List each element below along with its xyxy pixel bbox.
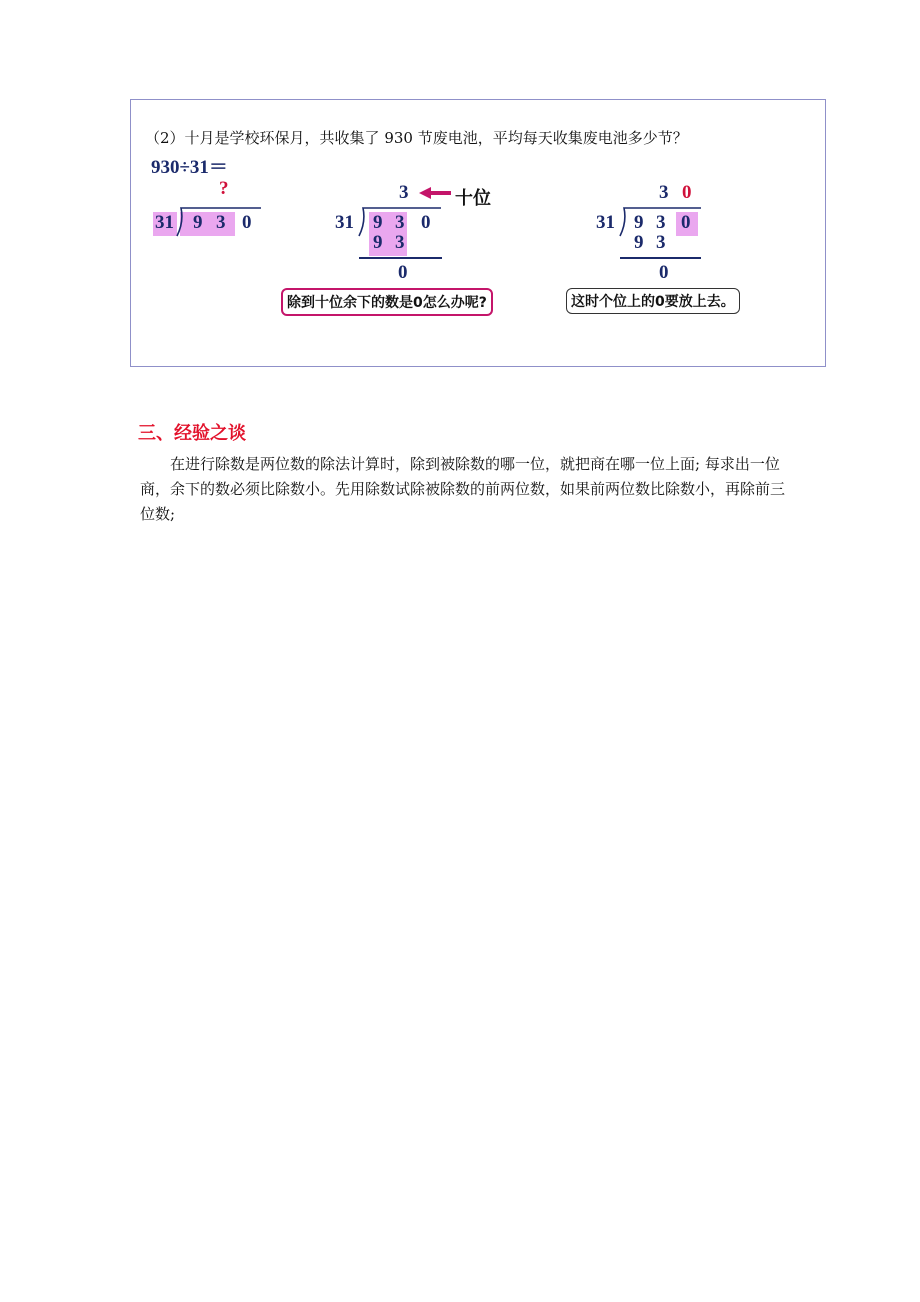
dividend-digit: 9: [373, 212, 383, 233]
section-paragraph: 在进行除数是两位数的除法计算时，除到被除数的哪一位，就把商在哪一位上面; 每求出一位商，余下的数必须比除数小。先用除数试除被除数的前两位数，如果前两位数比除数小，再除前三位数;: [140, 455, 786, 523]
product-digit: 9: [373, 232, 383, 253]
product-digit: 9: [634, 232, 644, 253]
divisor: 31: [335, 212, 354, 233]
quotient-digit-zero: 0: [682, 182, 692, 203]
quotient-digit: 3: [399, 182, 409, 203]
product-digit: 3: [656, 232, 666, 253]
divisor: 31: [596, 212, 615, 233]
dividend-digit: 0: [681, 212, 691, 233]
dividend-digit: 0: [421, 212, 431, 233]
question-note: 除到十位余下的数是0怎么办呢?: [281, 288, 493, 316]
tens-place-label: 十位: [455, 188, 491, 209]
arrow-left-icon: [419, 186, 453, 200]
dividend-digit: 9: [634, 212, 644, 233]
section-heading: 三、经验之谈: [138, 423, 246, 444]
dividend-digit: 0: [242, 212, 252, 233]
subtraction-line: [620, 257, 701, 259]
dividend-digit: 9: [193, 212, 203, 233]
dividend-digit: 3: [216, 212, 226, 233]
subtraction-line: [359, 257, 442, 259]
dividend-digit: 3: [395, 212, 405, 233]
explanation-note: 这时个位上的0要放上去。: [566, 288, 740, 314]
quotient-question-mark: ?: [219, 178, 229, 199]
quotient-digit: 3: [659, 182, 669, 203]
example-frame: [130, 99, 826, 367]
divisor: 31: [155, 212, 174, 233]
dividend-digit: 3: [656, 212, 666, 233]
problem-text: （2）十月是学校环保月，共收集了 930 节废电池，平均每天收集废电池多少节？: [145, 129, 688, 147]
equation: 930÷31＝: [151, 157, 228, 178]
remainder: 0: [398, 262, 408, 283]
product-digit: 3: [395, 232, 405, 253]
remainder: 0: [659, 262, 669, 283]
